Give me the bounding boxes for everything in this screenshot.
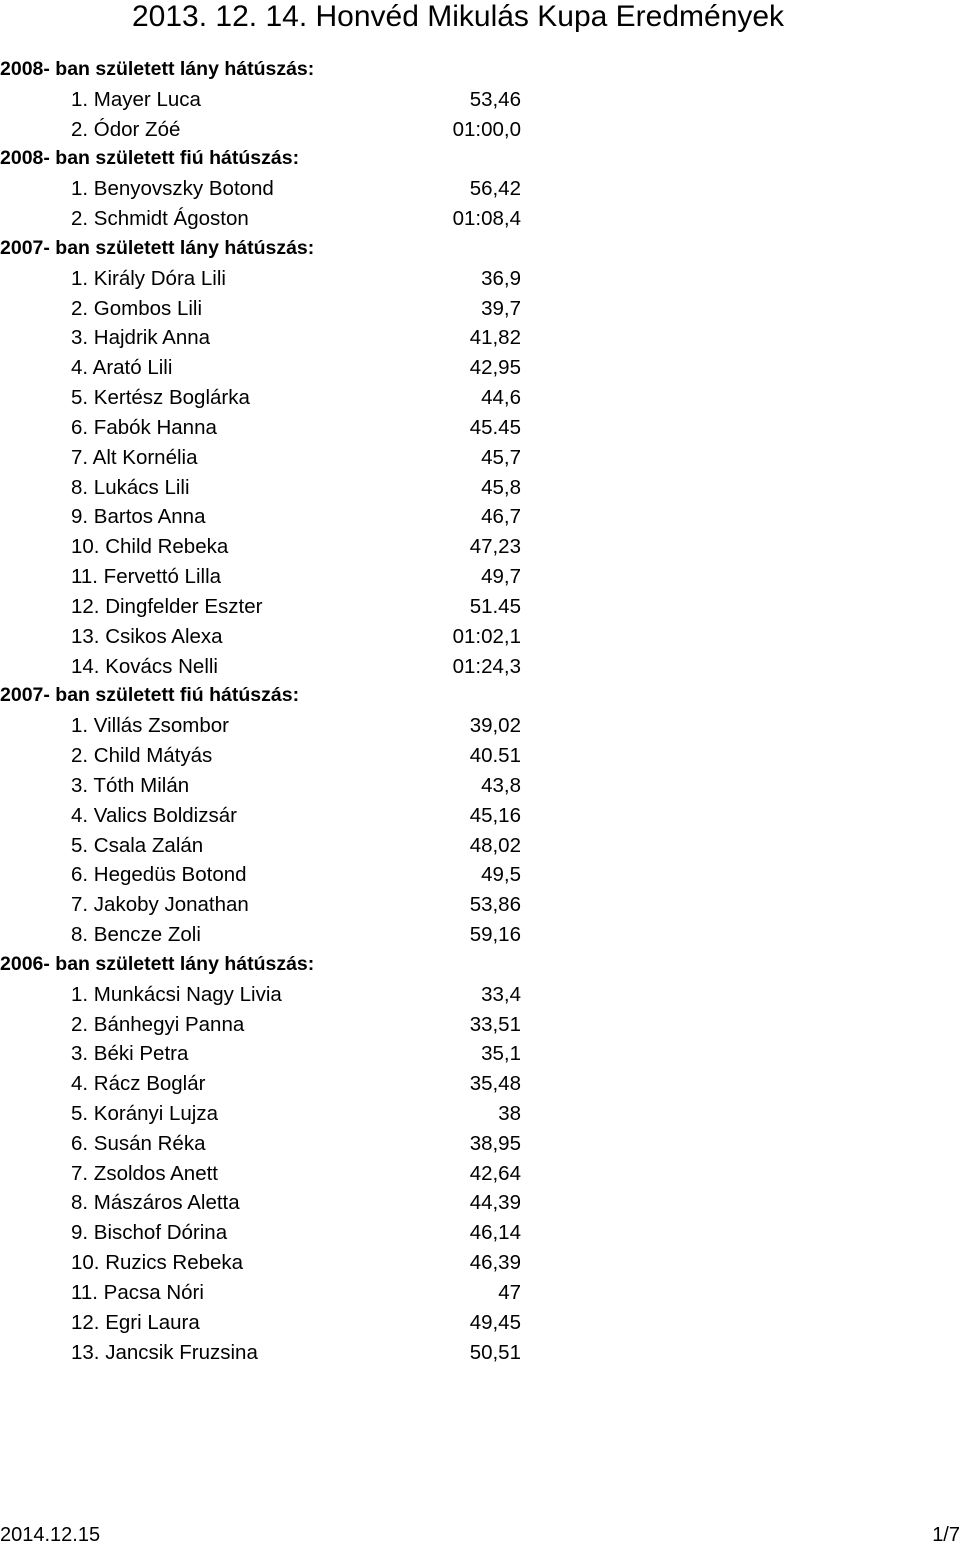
page-title: 2013. 12. 14. Honvéd Mikulás Kupa Eredmények <box>132 0 785 33</box>
swim-time: 01:24,3 <box>452 654 521 678</box>
swim-time: 49,45 <box>469 1310 521 1334</box>
result-row <box>0 1278 540 1308</box>
swimmer-name: 2. Schmidt Ágoston <box>71 207 249 231</box>
swim-time: 53,86 <box>469 893 521 917</box>
result-row <box>0 323 540 353</box>
result-row <box>0 1248 540 1278</box>
swimmer-name: 2. Bánhegyi Panna <box>71 1012 245 1036</box>
swim-time: 53,46 <box>469 87 521 111</box>
swimmer-name: 13. Csikos Alexa <box>71 624 223 648</box>
swim-time: 49,5 <box>481 863 521 887</box>
swim-time: 45.45 <box>469 415 521 439</box>
result-row <box>0 1338 540 1368</box>
result-row <box>0 890 540 920</box>
swim-time: 48,02 <box>469 833 521 857</box>
result-row <box>0 1218 540 1248</box>
swimmer-name: 6. Susán Réka <box>71 1131 206 1155</box>
swim-time: 47 <box>498 1280 521 1304</box>
swimmer-name: 10. Ruzics Rebeka <box>71 1251 244 1275</box>
result-row <box>0 532 540 562</box>
swimmer-name: 12. Dingfelder Eszter <box>71 594 263 618</box>
result-row <box>0 473 540 503</box>
result-row <box>0 294 540 324</box>
result-row <box>0 174 540 204</box>
result-row <box>0 831 540 861</box>
swim-time: 46,14 <box>469 1221 521 1245</box>
swim-time: 45,16 <box>469 803 521 827</box>
swim-time: 50,51 <box>469 1340 521 1364</box>
swimmer-name: 6. Hegedüs Botond <box>71 863 247 887</box>
swimmer-name: 8. Lukács Lili <box>71 475 190 499</box>
swimmer-name: 1. Benyovszky Botond <box>71 177 274 201</box>
results-list <box>0 55 540 1367</box>
result-row <box>0 1188 540 1218</box>
swim-time: 46,39 <box>469 1251 521 1275</box>
result-row <box>0 264 540 294</box>
swim-time: 42,95 <box>469 356 521 380</box>
result-row <box>0 860 540 890</box>
result-row <box>0 353 540 383</box>
swimmer-name: 1. Munkácsi Nagy Livia <box>71 982 282 1006</box>
result-row <box>0 592 540 622</box>
swim-time: 33,51 <box>469 1012 521 1036</box>
swim-time: 47,23 <box>469 535 521 559</box>
swimmer-name: 9. Bartos Anna <box>71 505 206 529</box>
swim-time: 39,7 <box>481 296 521 320</box>
result-row <box>0 502 540 532</box>
swim-time: 39,02 <box>469 714 521 738</box>
swimmer-name: 6. Fabók Hanna <box>71 415 217 439</box>
swim-time: 38 <box>498 1101 521 1125</box>
result-row <box>0 1010 540 1040</box>
swim-time: 45,7 <box>481 445 521 469</box>
swimmer-name: 2. Gombos Lili <box>71 296 203 320</box>
result-row <box>0 980 540 1010</box>
swim-time: 35,1 <box>481 1042 521 1066</box>
result-row <box>0 383 540 413</box>
swimmer-name: 11. Pacsa Nóri <box>71 1280 204 1304</box>
result-row <box>0 1099 540 1129</box>
swimmer-name: 3. Hajdrik Anna <box>71 326 211 350</box>
swim-time: 43,8 <box>481 773 521 797</box>
swimmer-name: 11. Fervettó Lilla <box>71 565 222 589</box>
result-row <box>0 1129 540 1159</box>
result-row <box>0 1159 540 1189</box>
result-row <box>0 711 540 741</box>
swimmer-name: 10. Child Rebeka <box>71 535 229 559</box>
footer-date: 2014.12.15 <box>0 1524 101 1546</box>
swim-time: 49,7 <box>481 565 521 589</box>
swimmer-name: 4. Rácz Boglár <box>71 1072 206 1096</box>
swim-time: 42,64 <box>469 1161 521 1185</box>
swimmer-name: 4. Arató Lili <box>71 356 173 380</box>
swim-time: 56,42 <box>469 177 521 201</box>
swimmer-name: 3. Tóth Milán <box>71 773 190 797</box>
swimmer-name: 7. Jakoby Jonathan <box>71 893 249 917</box>
swim-time: 59,16 <box>469 923 521 947</box>
result-row <box>0 622 540 652</box>
swimmer-name: 7. Alt Kornélia <box>71 445 198 469</box>
swimmer-name: 2. Ódor Zóé <box>71 117 181 141</box>
section-heading: 2006- ban született lány hátúszás: <box>0 952 315 975</box>
result-row <box>0 1039 540 1069</box>
result-row <box>0 443 540 473</box>
result-row <box>0 920 540 950</box>
swimmer-name: 5. Kertész Boglárka <box>71 386 250 410</box>
section-heading: 2007- ban született fiú hátúszás: <box>0 684 300 707</box>
result-row <box>0 652 540 682</box>
page-footer <box>0 1524 960 1546</box>
result-row <box>0 1069 540 1099</box>
result-row <box>0 115 540 145</box>
swim-time: 45,8 <box>481 475 521 499</box>
swimmer-name: 4. Valics Boldizsár <box>71 803 237 827</box>
result-row <box>0 413 540 443</box>
swimmer-name: 7. Zsoldos Anett <box>71 1161 219 1185</box>
section-heading: 2008- ban született lány hátúszás: <box>0 58 315 80</box>
swim-time: 01:08,4 <box>452 207 521 231</box>
result-row <box>0 562 540 592</box>
swim-time: 01:02,1 <box>452 624 521 648</box>
swimmer-name: 2. Child Mátyás <box>71 744 213 768</box>
swim-time: 36,9 <box>481 266 521 290</box>
swimmer-name: 8. Bencze Zoli <box>71 923 201 947</box>
swimmer-name: 5. Korányi Lujza <box>71 1101 219 1125</box>
swimmer-name: 8. Mászáros Aletta <box>71 1191 240 1215</box>
swim-time: 44,39 <box>469 1191 521 1215</box>
swim-time: 51.45 <box>469 594 521 618</box>
footer-page-number: 1/7 <box>932 1524 960 1546</box>
swim-time: 01:00,0 <box>452 117 521 141</box>
swim-time: 46,7 <box>481 505 521 529</box>
swimmer-name: 1. Villás Zsombor <box>71 714 229 738</box>
swimmer-name: 1. Király Dóra Lili <box>71 266 226 290</box>
swimmer-name: 1. Mayer Luca <box>71 87 201 111</box>
swim-time: 40.51 <box>469 744 521 768</box>
result-row <box>0 771 540 801</box>
swimmer-name: 13. Jancsik Fruzsina <box>71 1340 258 1364</box>
swimmer-name: 9. Bischof Dórina <box>71 1221 228 1245</box>
swimmer-name: 14. Kovács Nelli <box>71 654 218 678</box>
result-row <box>0 1308 540 1338</box>
swim-time: 33,4 <box>481 982 521 1006</box>
swimmer-name: 5. Csala Zalán <box>71 833 204 857</box>
swim-time: 35,48 <box>469 1072 521 1096</box>
swim-time: 44,6 <box>481 386 521 410</box>
swimmer-name: 12. Egri Laura <box>71 1310 200 1334</box>
result-row <box>0 741 540 771</box>
swimmer-name: 3. Béki Petra <box>71 1042 189 1066</box>
swim-time: 38,95 <box>469 1131 521 1155</box>
result-row <box>0 801 540 831</box>
section-heading: 2007- ban született lány hátúszás: <box>0 236 315 259</box>
result-row <box>0 204 540 234</box>
section-heading: 2008- ban született fiú hátúszás: <box>0 147 300 170</box>
result-row <box>0 85 540 115</box>
swim-time: 41,82 <box>469 326 521 350</box>
